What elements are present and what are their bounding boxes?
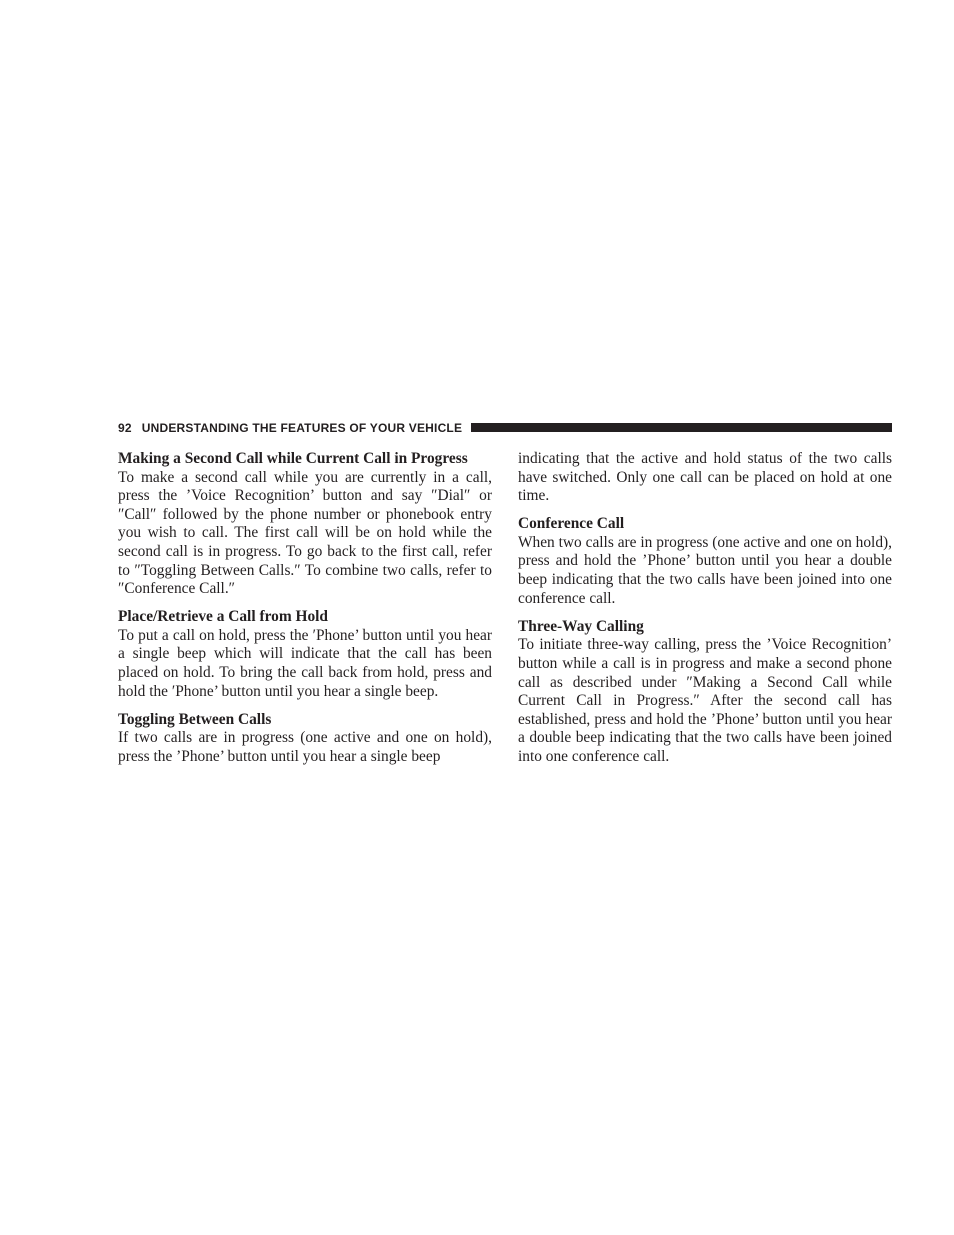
paragraph-toggling-continued: indicating that the active and hold status of the two calls have switched. Only one call can be placed on hold at one time. <box>518 450 892 505</box>
section-title: UNDERSTANDING THE FEATURES OF YOUR VEHICLE <box>141 420 463 435</box>
heading-toggling: Toggling Between Calls <box>118 710 272 728</box>
heading-call-hold: Place/Retrieve a Call from Hold <box>118 608 328 626</box>
paragraph-second-call: To make a second call while you are currently in a call, press the ’Voice Recognition’ button and say ″Dial″ or ″Call″ followed by the phone number or phonebook entry you wish to call. The first call will be on hold while the second call is in progress. To go back to the first call, refer to ″Toggling Between Calls.″ To combine two calls, refer to ″Conference Call.″ <box>118 468 492 598</box>
header-rule <box>471 423 892 432</box>
paragraph-three-way: To initiate three-way calling, press the ’Voice Recognition’ button while a call is in progress and make a second phone call as described under ″Making a Second Call while Current Call in Progress.″ After the second call has established, press and hold the ’Phone’ button until you hear a double beep indicating that the two calls have been joined into one conference call. <box>518 636 892 765</box>
page-number: 92 <box>118 420 132 435</box>
heading-second-call: Making a Second Call while Current Call in Progress <box>118 450 468 467</box>
page-header <box>118 420 892 435</box>
paragraph-call-hold: To put a call on hold, press the ′Phone’ button until you hear a single beep which will indicate that the call has been placed on hold. To bring the call back from hold, press and hold the ′Phone’ button until you hear a single beep. <box>118 626 492 700</box>
paragraph-conference-call: When two calls are in progress (one active and one on hold), press and hold the ’Phone’ button until you hear a double beep indicating that the two calls have been joined into one conference call. <box>518 533 892 607</box>
left-column <box>118 450 492 776</box>
paragraph-toggling: If two calls are in progress (one active and one on hold), press the ’Phone’ button until you hear a single beep <box>118 729 492 765</box>
heading-conference-call: Conference Call <box>518 515 625 533</box>
heading-three-way: Three-Way Calling <box>518 617 644 635</box>
right-column <box>518 450 892 776</box>
